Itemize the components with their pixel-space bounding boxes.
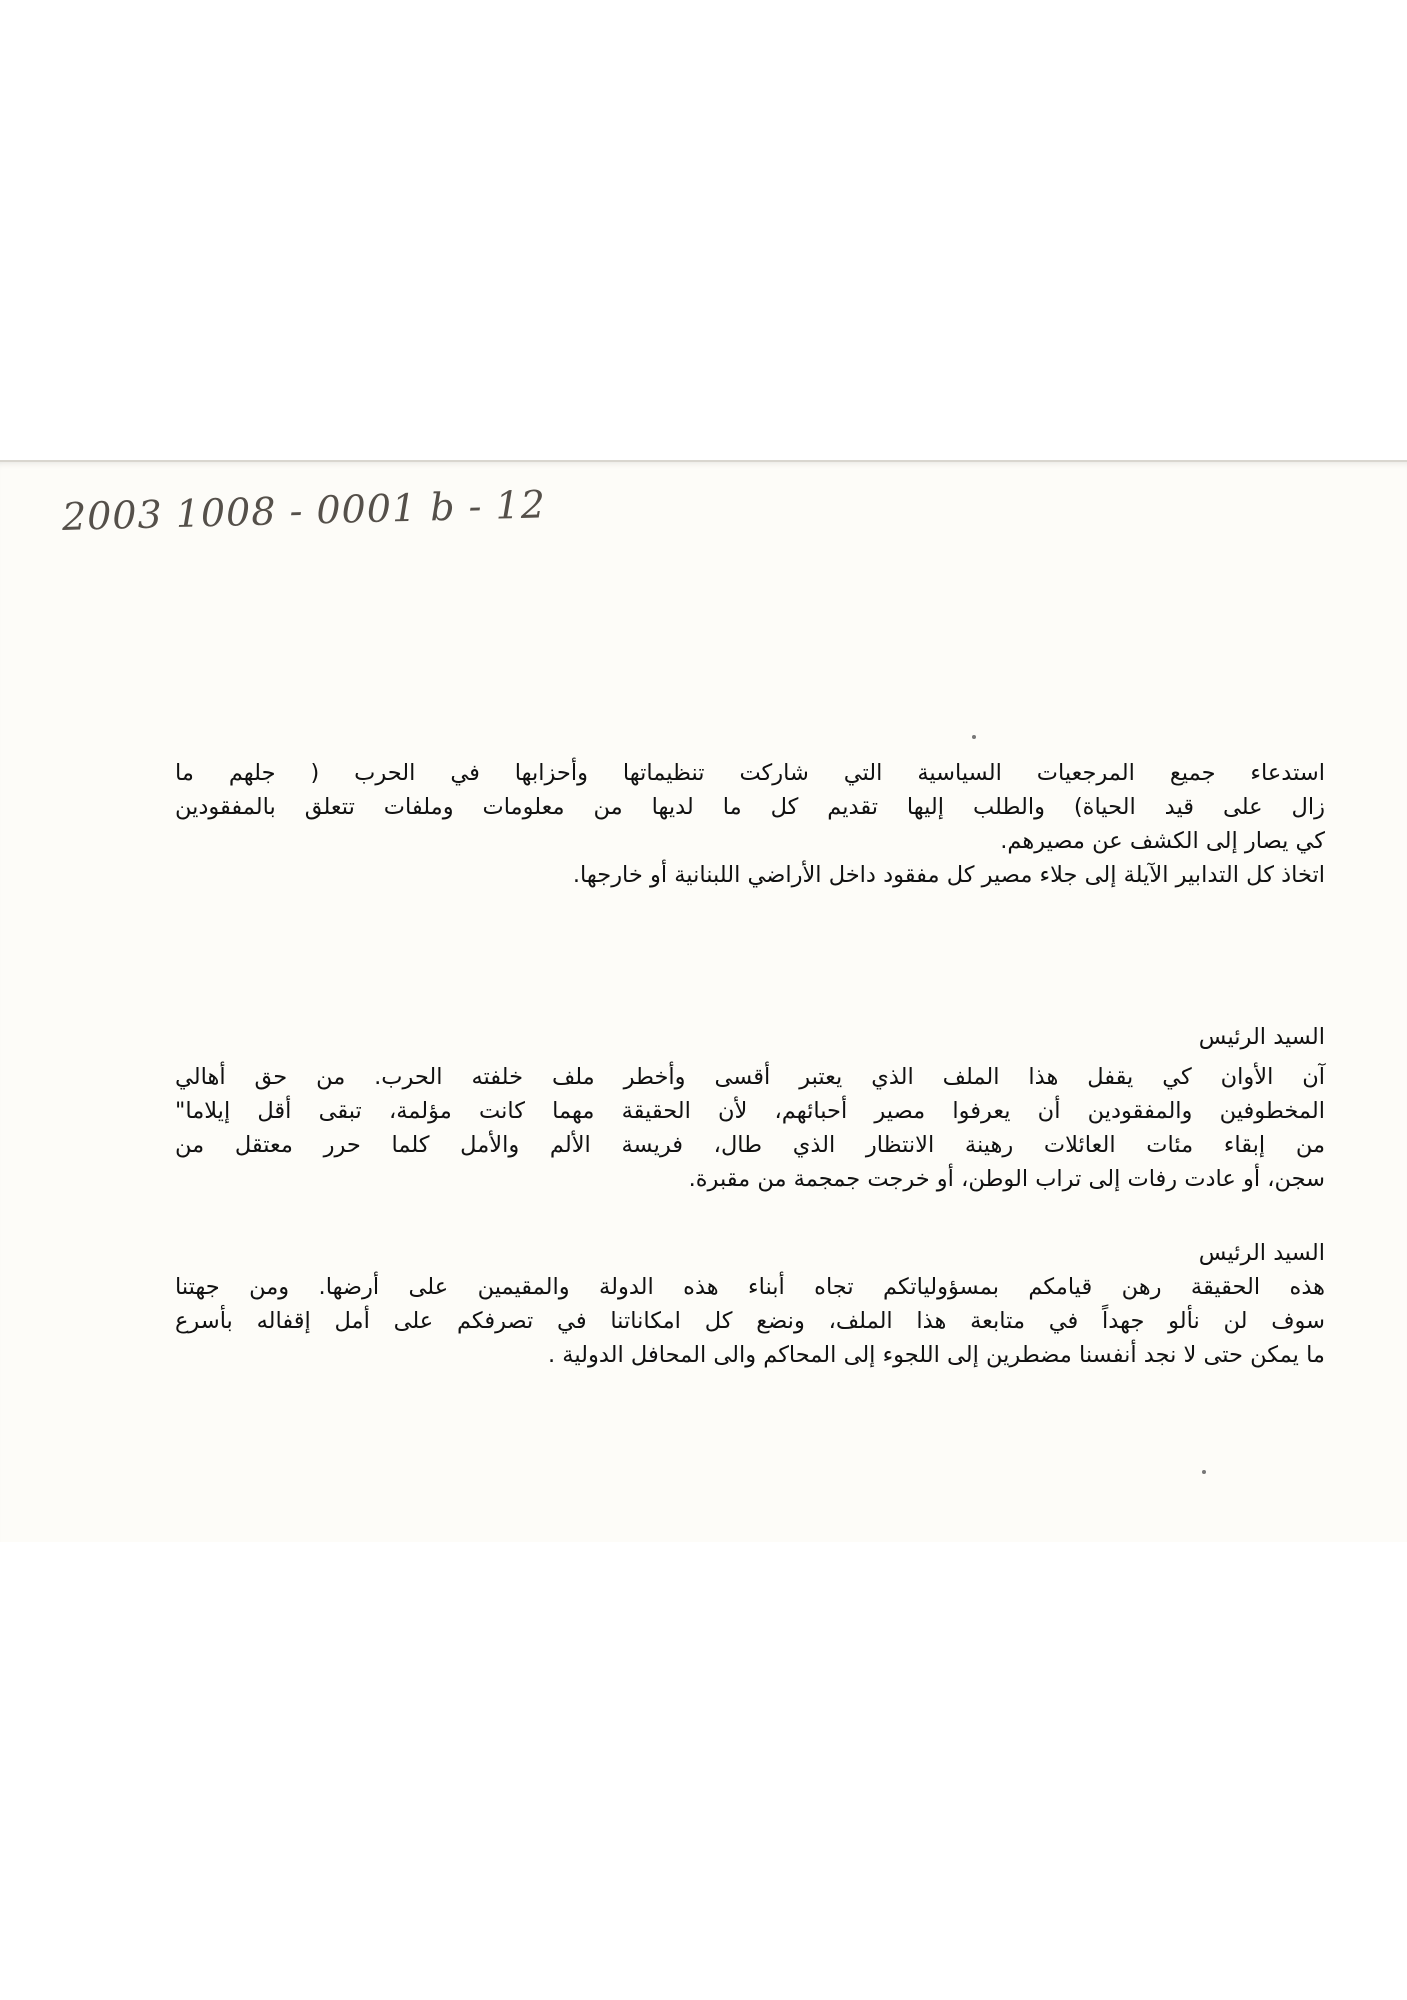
paragraph-line: كي يصار إلى الكشف عن مصيرهم. <box>1000 828 1325 854</box>
paragraph-demands <box>175 756 1325 892</box>
paragraph-line: سجن، أو عادت رفات إلى تراب الوطن، أو خرجت جمجمة من مقبرة. <box>688 1166 1325 1192</box>
paragraph-line: آن الأوان كي يقفل هذا الملف الذي يعتبر أقسى وأخطر ملف خلفته الحرب. من حق أهالي <box>175 1064 1325 1090</box>
salutation-heading <box>175 1236 1325 1270</box>
heading-text: السيد الرئيس <box>1198 1024 1325 1050</box>
paragraph-line: المخطوفين والمفقودين أن يعرفوا مصير أحبائهم، لأن الحقيقة مهما كانت مؤلمة، تبقى أقل إيلاما" <box>175 1098 1325 1124</box>
paragraph-line: زال على قيد الحياة) والطلب إليها تقديم كل ما لديها من معلومات وملفات تتعلق بالمفقودين <box>175 794 1325 820</box>
paragraph-line: اتخاذ كل التدابير الآيلة إلى جلاء مصير كل مفقود داخل الأراضي اللبنانية أو خارجها. <box>572 862 1325 888</box>
handwritten-reference-code: 2003 1008 - 0001 b - 12 <box>61 482 547 539</box>
scan-speck <box>1202 1470 1206 1474</box>
salutation-heading <box>175 1020 1325 1054</box>
paragraph-line: سوف لن نألو جهداً في متابعة هذا الملف، ونضع كل امكاناتنا في تصرفكم على أمل إقفاله بأسرع <box>175 1308 1325 1334</box>
scanned-page <box>0 460 1407 1542</box>
scan-speck <box>972 735 976 739</box>
heading-text: السيد الرئيس <box>1198 1240 1325 1266</box>
paragraph-line: هذه الحقيقة رهن قيامكم بمسؤولياتكم تجاه أبناء هذه الدولة والمقيمين على أرضها. ومن جهتنا <box>175 1274 1325 1300</box>
paragraph-line: ما يمكن حتى لا نجد أنفسنا مضطرين إلى اللجوء إلى المحاكم والى المحافل الدولية . <box>547 1342 1325 1368</box>
paragraph-line: من إبقاء مئات العائلات رهينة الانتظار الذي طال، فريسة الألم والأمل كلما حرر معتقل من <box>175 1132 1325 1158</box>
paragraph-responsibility <box>175 1270 1325 1372</box>
paragraph-line: استدعاء جميع المرجعيات السياسية التي شاركت تنظيماتها وأحزابها في الحرب ( جلهم ما <box>175 760 1325 786</box>
paragraph-families-right <box>175 1060 1325 1196</box>
